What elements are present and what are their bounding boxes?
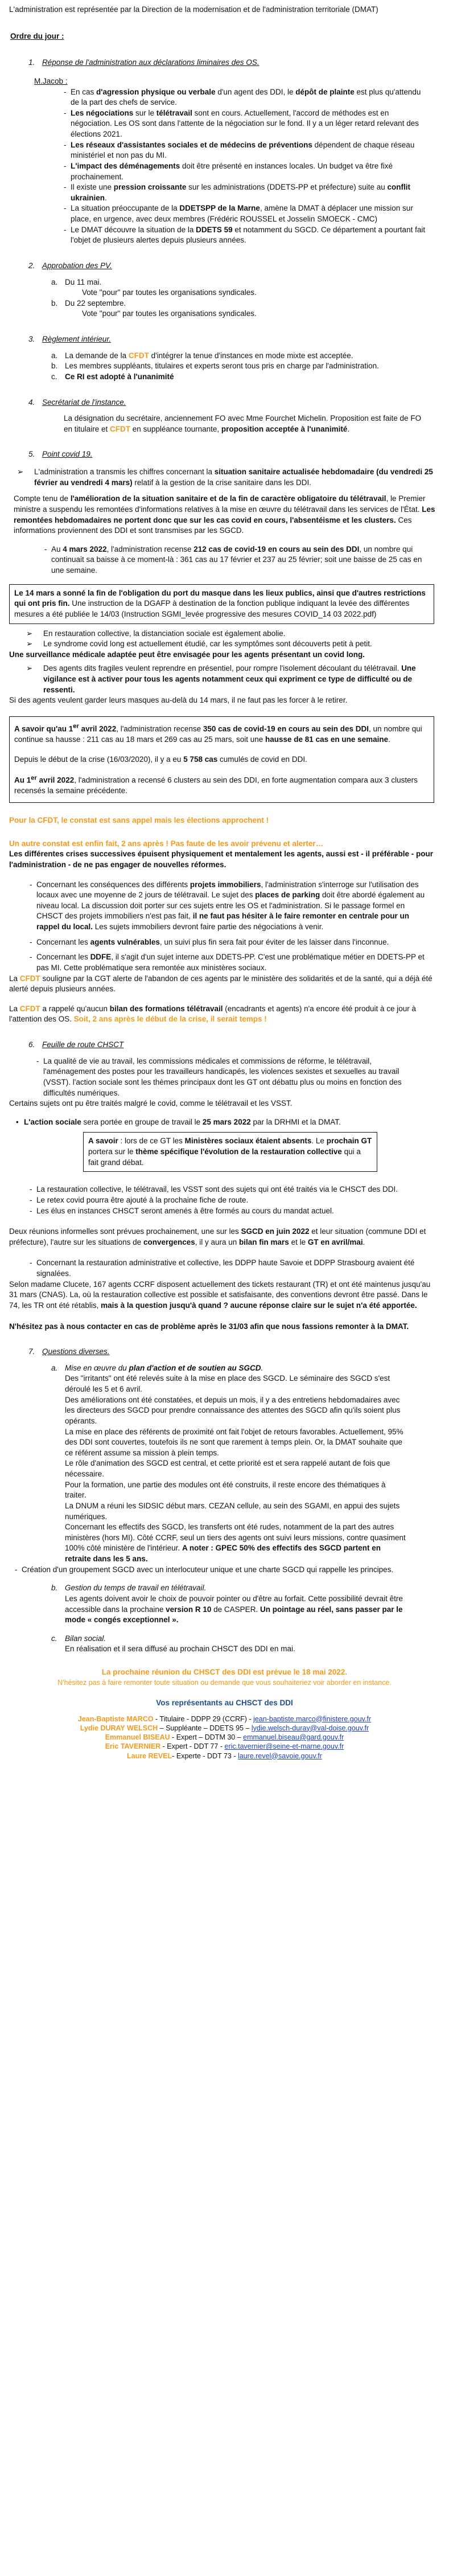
section-1-list bbox=[64, 87, 429, 246]
list-item: - Les négociations sur le télétravail sont en cours. Actuellement, l'accord de méthodes est en négociation. Les OS sont dans l'attente de la négociation sur le fond. Il y a un léger retard relevant des élections 2021. bbox=[64, 108, 429, 140]
section-4 bbox=[9, 397, 440, 435]
representative-row: Jean-Baptiste MARCO - Titulaire - DDPP 29 (CCRF) - jean-baptiste.marco@finistere.gouv.fr bbox=[77, 1714, 372, 1723]
list-item: - Concernant les conséquences des différents projets immobiliers, l'administration s'interroge sur l'utilisation des locaux avec une moyenne de 2 jours de télétravail. Le sujet des places de parking doit être abordé également au niveau local. La discussion doit porter sur ces sujets entre les OS et l'administration. Si le passage formel en CHSCT des projets immobiliers n'est pas fait, il ne faut pas hésiter à le faire remonter en centrale pour un rappel du local. Les sujets immobiliers devront faire partie des négociations à venir. bbox=[30, 880, 431, 933]
email-link[interactable]: laure.revel@savoie.gouv.fr bbox=[238, 1751, 322, 1760]
catering-note: ➢ En restauration collective, la distanciation sociale est également abolie. bbox=[26, 629, 434, 639]
list-item: - La qualité de vie au travail, les commissions médicales et commissions de réforme, le télétravail, l'aménagement des postes pour les travailleurs handicapés, les violences sexistes et sexuelles au travail (VSST). l'action sociale sont les thèmes principaux dont les GT ont débattu plus ou moins en fonction des difficultés numériques. bbox=[36, 1056, 423, 1099]
section-1 bbox=[9, 58, 440, 246]
list-item: - Le retex covid pourra être ajouté à la prochaine fiche de route. bbox=[30, 1195, 423, 1206]
representative-row: Emmanuel BISEAU - Expert – DDTM 30 – emmanuel.biseau@gard.gouv.fr bbox=[105, 1733, 344, 1741]
list-item: - Concernant la restauration administrative et collective, les DDPP haute Savoie et DDPP Strasbourg avaient été signalées. bbox=[30, 1258, 423, 1279]
april-cases: A savoir qu'au 1er avril 2022, l'administration recense 350 cas de covid-19 en cours au sein des DDI, un nombre qui continue sa hausse : 211 cas au 18 mars et 269 cas au 25 mars, soit une hausse de 81 cas en une semaine. bbox=[14, 723, 422, 744]
secretariat-text: La désignation du secrétaire, anciennement FO avec Mme Fourchet Michelin. Proposition est faite de FO en titulaire et CFDT en suppléance tournante, proposition acceptée à l'unanimité. bbox=[64, 414, 422, 433]
cfdt-statement-1: Pour la CFDT, le constat est sans appel mais les élections approchent ! bbox=[9, 816, 269, 825]
list-item: - En cas d'agression physique ou verbale d'un agent des DDI, le dépôt de plainte est plus qu'attendu de la part des chefs de service. bbox=[64, 87, 429, 108]
section-6 bbox=[9, 1040, 440, 1332]
april-figures-box bbox=[9, 716, 434, 803]
agenda-heading: Ordre du jour : bbox=[10, 31, 64, 40]
list-item: - La restauration collective, le télétravail, les VSST sont des sujets qui ont été traités via le CHSCT des DDI. bbox=[30, 1184, 423, 1195]
section-5-heading: 5. Point covid 19. bbox=[28, 450, 93, 459]
section-4-title: Secrétariat de l'instance. bbox=[42, 397, 126, 407]
footer bbox=[9, 1667, 440, 1761]
section-3-title: Règlement intérieur. bbox=[42, 335, 112, 343]
cfdt-paragraph-5: La CFDT souligne par la CGT alerte de l'abandon de ces agents par le ministère des solidarités et de la santé, qui a déjà été alerté depuis plusieurs années. bbox=[9, 974, 432, 994]
section-1-heading bbox=[28, 58, 440, 68]
list-item: - Le DMAT découvre la situation de la DDETS 59 et notamment du SGCD. Ce département a pourtant fait l'objet de plusieurs alertes depuis plusieurs années. bbox=[64, 225, 429, 246]
social-report-body: En réalisation et il sera diffusé au prochain CHSCT des DDI en mai. bbox=[65, 1644, 295, 1654]
chsct-list bbox=[30, 1184, 423, 1216]
sgcd-paragraph: Des "irritants" ont été relevés suite à la mise en place des SGCD. Le séminaire des SGCD s'est déroulé les 5 et 6 avril. bbox=[65, 1374, 390, 1393]
section-2 bbox=[9, 261, 440, 319]
next-meeting: La prochaine réunion du CHSCT des DDI est prévue le 18 mai 2022. bbox=[101, 1668, 348, 1676]
section-7 bbox=[9, 1347, 440, 1655]
section-3-heading: 3. Règlement intérieur. bbox=[28, 335, 112, 343]
ri-item-c: c. Ce RI est adopté à l'unanimité bbox=[51, 372, 174, 381]
email-link[interactable]: lydie.welsch-duray@val-doise.gouv.fr bbox=[251, 1724, 369, 1732]
pv-item-b: b. Du 22 septembre. bbox=[51, 298, 126, 307]
sgcd-plan-heading: a. Mise en œuvre du plan d'action et de soutien au SGCD. bbox=[51, 1363, 263, 1372]
mask-end-box: Le 14 mars a sonné la fin de l'obligation du port du masque dans les lieux publics, ainsi que d'autres restrictions qui ont pris fin. Une instruction de la DGAFP à destination de la fonction publique indiquant la levée des différentes mesures a été publiée le 14/03 (Instruction SGMI_levée progressive des mesures COVID_14 03 2022.pdf) bbox=[9, 584, 434, 624]
section-3 bbox=[9, 334, 440, 383]
cfdt-statement-2: Un autre constat est enfin fait, 2 ans après ! Pas faute de les avoir prévenu et alerter… bbox=[9, 839, 324, 848]
concerns-list bbox=[30, 880, 431, 974]
list-item: - Les élus en instances CHSCT seront amenés à être formés au cours du mandat actuel. bbox=[30, 1206, 423, 1217]
pv-vote-a: Vote "pour" par toutes les organisations syndicales. bbox=[82, 288, 257, 297]
email-link[interactable]: emmanuel.biseau@gard.gouv.fr bbox=[243, 1733, 344, 1741]
representative-row: Lydie DURAY WELSCH – Suppléante – DDETS 95 – lydie.welsch-duray@val-doise.gouv.fr bbox=[80, 1724, 369, 1732]
informal-meetings: Deux réunions informelles sont prévues prochainement, une sur les SGCD en juin 2022 et leur situation (commune DDI et préfecture), l'autre sur les situations de convergences, il y aura un bilan fin mars et le GT en avril/mai. bbox=[9, 1227, 426, 1246]
masks-after-march: Si des agents veulent garder leurs masques au-delà du 14 mars, il ne faut pas les forcer à le retirer. bbox=[9, 696, 348, 705]
restaurant-tickets: Selon madame Clucete, 167 agents CCRF disposent actuellement des tickets restaurant (TR) et ont été maintenus jusqu'au 31 mars (CNAS). La, où la restauration collective est possible et satisfaisante, des conventions devront être passé. Dans le 74, les TR ont été rétablis, mais à la question jusqu'à quand ? aucune réponse claire sur le sujet n'a été apportée. bbox=[9, 1279, 431, 1310]
representative-row: Laure REVEL- Experte - DDT 73 - laure.revel@savoie.gouv.fr bbox=[127, 1751, 322, 1760]
april-clusters: Au 1er avril 2022, l'administration a recensé 6 clusters au sein des DDI, en forte augmentation compara aux 3 clusters recensés la semaine précédente. bbox=[14, 774, 418, 795]
section-5-title: Point covid 19. bbox=[42, 450, 93, 459]
medical-surveillance: Une surveillance médicale adaptée peut être envisagée pour les agents présentant un covid long. bbox=[9, 650, 365, 659]
section-1-title: Réponse de l'administration aux déclarations liminaires des OS. bbox=[42, 58, 259, 67]
list-item: - Les réseaux d'assistantes sociales et de médecins de préventions dépendent de chaque réseau ministériel et non pas du MI. bbox=[64, 140, 429, 161]
list-item: - Concernant les agents vulnérables, un suivi plus fin sera fait pour éviter de les laisser dans l'inconnue. bbox=[30, 937, 431, 948]
section-6-heading: 6. Feuille de route CHSCT bbox=[28, 1040, 124, 1049]
fragile-agents-note: ➢ Des agents dits fragiles veulent reprendre en présentiel, pour rompre l'isolement découlant du télétravail. Une vigilance est à activer pour tous les agents notamment ceux qui expriment ce type de difficulté ou de ressenti. bbox=[26, 663, 434, 695]
list-item: - La situation préoccupante de la DDETSPP de la Marne, amène la DMAT à déplacer une mission sur place, en urgence, avec deux membres (Frédéric ROUSSEL et Josselin SMOECK - CMC) bbox=[64, 203, 429, 224]
ri-item-b: b. Les membres suppléants, titulaires et experts seront tous pris en charge par l'administration. bbox=[51, 362, 379, 371]
ri-item-a: a. La demande de la CFDT d'intégrer la tenue d'instances en mode mixte est acceptée. bbox=[51, 351, 353, 360]
email-link[interactable]: eric.tavernier@seine-et-marne.gouv.fr bbox=[224, 1742, 344, 1751]
gt-info-box: A savoir : lors de ce GT les Ministères sociaux étaient absents. Le prochain GT portera sur le thème spécifique l'évolution de la restauration collective qui a fait grand débat. bbox=[83, 1132, 377, 1172]
representative-row: Eric TAVERNIER - Expert - DDT 77 - eric.tavernier@seine-et-marne.gouv.fr bbox=[105, 1742, 344, 1751]
intro-text: L'administration est représentée par la Direction de la modernisation et de l'administration territoriale (DMAT) bbox=[9, 5, 378, 14]
sgcd-paragraph: Des améliorations ont été constatées, et depuis un mois, il y a des entretiens hebdomadaires avec les directeurs des SGCD pour prendre connaissance des attentes des SGCD afin qu'ils soient plus opérants. bbox=[65, 1395, 401, 1425]
footer-contact-note: N'hésitez pas à faire remonter toute situation ou demande que vous souhaiteriez voir aborder en instance. bbox=[57, 1678, 392, 1687]
list-item: - Concernant les DDFE, il s'agit d'un sujet interne aux DDETS-PP. C'est une problématique métier en DDETS-PP et pas MI. Cette problématique sera remontée aux ministères sociaux. bbox=[30, 952, 431, 973]
sgcd-paragraph: Concernant les effectifs des SGCD, les transferts ont été rudes, notamment de la part des autres ministères (hors MI). Côté CCRF, seul un tiers des agents ont suivi leurs missions, contre quasiment 100% côté ministère de l'intérieur. A noter : GPEC 50% des effectifs des SGCD partent en retraite dans les 5 ans. bbox=[65, 1523, 406, 1563]
representatives-title: Vos représentants au CHSCT des DDI bbox=[156, 1698, 293, 1707]
section-6-title: Feuille de route CHSCT bbox=[42, 1040, 124, 1049]
social-report-heading: c. Bilan social. bbox=[51, 1634, 106, 1643]
sgcd-paragraph: La DNUM a réuni les SIDSIC début mars. CEZAN cellule, au sein des SGAMI, en appui des sujets numériques. bbox=[65, 1501, 400, 1521]
sgcd-plan-body bbox=[65, 1373, 406, 1564]
representatives-list bbox=[9, 1714, 440, 1761]
gt-topics: Certains sujets ont pu être traités malgré le covid, comme le télétravail et les VSST. bbox=[9, 1099, 293, 1108]
section-7-title: Questions diverses. bbox=[42, 1347, 110, 1356]
section-4-heading: 4. Secrétariat de l'instance. bbox=[28, 397, 126, 407]
long-covid-note: ➢ Le syndrome covid long est actuellement étudié, car les symptômes sont découverts petit à petit. bbox=[26, 639, 434, 650]
cfdt-statement-3: Les différentes crises successives épuisent physiquement et mentalement les agents, aussi est - il préférable - pour l'administration - de ne pas engager de nouvelles réformes. bbox=[9, 850, 434, 869]
sgcd-group-creation: - Création d'un groupement SGCD avec un interlocuteur unique et une charte SGCD qui rappelle les principes. bbox=[15, 1565, 423, 1576]
section-2-heading: 2. Approbation des PV. bbox=[28, 261, 112, 270]
covid-summary: ➢ L'administration a transmis les chiffres concernant la situation sanitaire actualisée hebdomadaire (du vendredi 25 février au vendredi 4 mars) relatif à la gestion de la crise sanitaire dans les DDI. bbox=[17, 467, 435, 488]
telework-time-body: Les agents doivent avoir le choix de pouvoir pointer ou d'être au forfait. Cette possibilité devrait être accessible dans la prochaine version R 10 de CASPER. Un pointage au réel, sans passer par le mode « congés exceptionnel ». bbox=[65, 1594, 403, 1625]
speaker-label: M.Jacob : bbox=[34, 76, 68, 85]
section-2-title: Approbation des PV. bbox=[42, 261, 112, 270]
cfdt-paragraph-6: La CFDT a rappelé qu'aucun bilan des formations télétravail (encadrants et agents) n'a encore été produit à ce jour à l'attention des OS. Soit, 2 ans après le début de la crise, il serait temps ! bbox=[9, 1004, 417, 1024]
contact-us-note: N'hésitez pas à nous contacter en cas de problème après le 31/03 afin que nous fassions remonter à la DMAT. bbox=[9, 1322, 409, 1331]
pv-vote-b: Vote "pour" par toutes les organisations syndicales. bbox=[82, 309, 257, 318]
section-5 bbox=[9, 449, 440, 1025]
list-item: - L'impact des déménagements doit être présenté en instances locales. Un budget va être fixé prochainement. bbox=[64, 161, 429, 182]
social-action: • L'action sociale sera portée en groupe de travail le 25 mars 2022 par la DRHMI et la DMAT. bbox=[9, 1117, 423, 1128]
telework-time-heading: b. Gestion du temps de travail en télétravail. bbox=[51, 1584, 207, 1593]
section-7-heading: 7. Questions diverses. bbox=[28, 1347, 110, 1356]
pv-item-a: a. Du 11 mai. bbox=[51, 277, 102, 286]
covid-telework: Compte tenu de l'amélioration de la situation sanitaire et de la fin de caractère obligatoire du télétravail, le Premier ministre a suspendu les remontées d'informations relatives à la mise en œuvre du télétravail dans les services de l'État. Les remontées hebdomadaires ne portent donc que sur les cas covid en cours, l'absentéisme et les clusters. Ces informations proviennent des DDI et sont transmises par les SGCD. bbox=[14, 494, 435, 535]
section-1-number: 1. bbox=[28, 58, 35, 67]
sgcd-paragraph: Le rôle d'animation des SGCD est central, et cette priorité est et sera rappelé autant de fois que nécessaire. bbox=[65, 1459, 390, 1478]
list-item: - Il existe une pression croissante sur les administrations (DDETS-PP et préfecture) suite au conflit ukrainien. bbox=[64, 182, 429, 203]
sgcd-paragraph: La mise en place des référents de proximité ont fait l'objet de retours favorables. Actuellement, 95% des DDI sont couvertes, toutefois ils ne sont que rarement à temps plein. Or, la DMAT souhaite que ce référent assume sa mission à plein temps. bbox=[65, 1427, 403, 1457]
email-link[interactable]: jean-baptiste.marco@finistere.gouv.fr bbox=[253, 1714, 372, 1723]
covid-count: - Au 4 mars 2022, l'administration recense 212 cas de covid-19 en cours au sein des DDI, un nombre qui continuait sa baisse à ce moment-là : 361 cas au 17 février et 237 au 25 février; soit une baisse de 25 cas en une semaine. bbox=[44, 544, 426, 576]
cumulative-cases: Depuis le début de la crise (16/03/2020), il y a eu 5 758 cas cumulés de covid en DDI. bbox=[14, 754, 307, 764]
sgcd-paragraph: Pour la formation, une partie des modules ont été construits, il reste encore des thématiques à traiter. bbox=[65, 1480, 386, 1500]
